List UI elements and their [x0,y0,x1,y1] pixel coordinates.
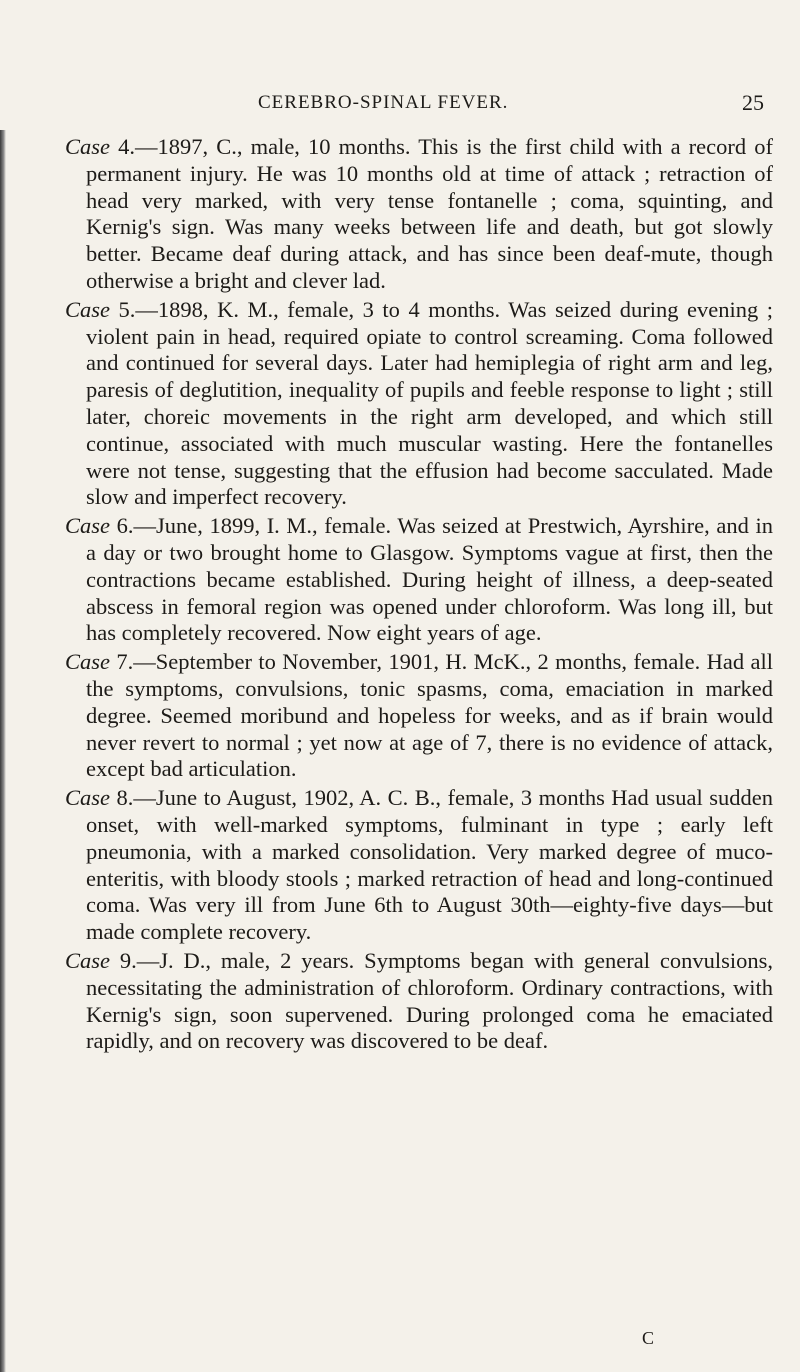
page-body [65,134,773,1057]
case-paragraph [65,513,773,647]
page-header [0,92,800,122]
case-text: 7.—September to November, 1901, H. McK., 2 months, female. Had all the symptoms, convulsions, tonic spasms, coma, emaciation in marked degree. Seemed moribund and hopeless for weeks, and as if brain would never revert to normal ; yet now at age of 7, there is no evidence of attack, except bad articulation. [86,649,773,782]
case-text: 4.—1897, C., male, 10 months. This is the first child with a record of permanent injury. He was 10 months old at time of attack ; retraction of head very marked, with very tense fontanelle ; coma, squinting, and Kernig's sign. Was many weeks between life and death, but got slowly better. Became deaf during attack, and has since been deaf-mute, though otherwise a bright and clever lad. [86,134,773,293]
case-label: Case [65,296,110,322]
case-paragraph [65,134,773,295]
case-label: Case [65,947,110,973]
binding-edge [0,130,6,1372]
case-text: 9.—J. D., male, 2 years. Symptoms began with general convulsions, necessitating the administration of chloroform. Ordinary contractions, with Kernig's sign, soon supervened. During prolonged coma he emaciated rapidly, and on recovery was discovered to be deaf. [86,947,773,1054]
case-text: 8.—June to August, 1902, A. C. B., female, 3 months Had usual sudden onset, with well-marked symptoms, fulminant in type ; early left pneumonia, with a marked consolidation. Very marked degree of muco-enteritis, with bloody stools ; marked retraction of head and long-continued coma. Was very ill from June 6th to August 30th—eighty-five days—but made complete recovery. [86,785,773,945]
case-paragraph [65,948,773,1055]
case-label: Case [65,785,110,811]
case-label: Case [65,513,110,539]
case-label: Case [65,134,110,159]
running-head: CEREBRO-SPINAL FEVER. [258,92,509,113]
case-text: 6.—June, 1899, I. M., female. Was seized at Prestwich, Ayrshire, and in a day or two brought home to Glasgow. Symptoms vague at first, then the contractions became established. During height of illness, a deep-seated abscess in femoral region was opened under chloroform. Was long ill, but has completely recovered. Now eight years of age. [86,513,773,646]
case-paragraph [65,297,773,511]
case-paragraph [65,785,773,946]
signature-mark: C [642,1328,655,1348]
case-text: 5.—1898, K. M., female, 3 to 4 months. Was seized during evening ; violent pain in head, required opiate to control screaming. Coma followed and continued for several days. Later had hemiplegia of right arm and leg, paresis of deglutition, inequality of pupils and feeble response to light ; still later, choreic movements in the right arm developed, and which still continue, associated with much muscular wasting. Here the fontanelles were not tense, suggesting that the effusion had become sacculated. Made slow and imperfect recovery. [86,296,773,510]
case-paragraph [65,649,773,783]
page-number: 25 [742,90,764,115]
case-label: Case [65,649,110,675]
